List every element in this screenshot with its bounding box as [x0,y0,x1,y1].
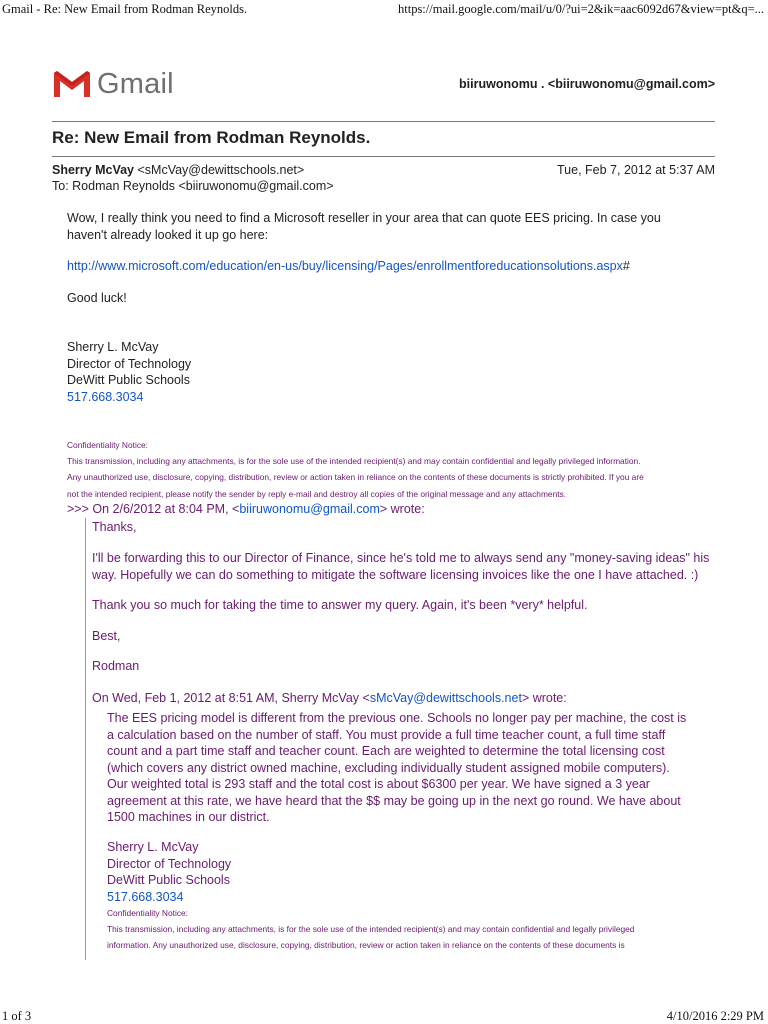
print-timestamp: 4/10/2016 2:29 PM [666,1009,764,1023]
sender-email[interactable]: <sMcVay@dewittschools.net> [137,163,305,177]
confidentiality-line: Any unauthorized use, disclosure, copying, distribution, review or action taken in reliance on the contents of these documents is strictly prohibited. If you are [67,472,644,483]
quote-bar [85,518,86,960]
nested-quote-line: 1500 machines in our district. [107,810,270,824]
header-divider [52,121,715,122]
confidentiality-heading: Confidentiality Notice: [107,908,188,918]
attribution-prefix: >>> On 2/6/2012 at 8:04 PM, < [67,502,240,516]
subject-divider [52,156,715,157]
quote-greeting: Thanks, [92,520,137,534]
signature-title: Director of Technology [67,356,192,371]
signature-phone-link[interactable]: 517.668.3034 [107,889,184,904]
recipient-line: To: Rodman Reynolds <biiruwonomu@gmail.com> [52,179,334,193]
confidentiality-notice [67,437,644,502]
body-closing: Good luck! [67,291,127,305]
nested-quote-attribution [92,690,567,707]
quote-line: way. Hopefully we can do something to mitigate the software licensing invoices like the one I have attached. :) [92,567,699,582]
sender-name: Sherry McVay [52,163,134,177]
gmail-wordmark: Gmail [97,67,174,100]
nested-quote-line: a calculation based on the number of staff. You must provide a full time teacher count, a full time staff [107,727,666,742]
quote-paragraph [92,550,709,583]
message-body [67,210,661,243]
body-line: haven't already looked it up go here: [67,227,269,242]
nested-quote-line: count and a part time staff and teacher count. Each are weighted to determine the total licensing cost [107,744,665,758]
signature-org: DeWitt Public Schools [67,373,190,387]
nested-quote-email-link[interactable]: sMcVay@dewittschools.net [369,691,522,705]
confidentiality-line: not the intended recipient, please notify the sender by reply e-mail and destroy all copies of the original message and any attachments. [67,488,567,499]
email-subject: Re: New Email from Rodman Reynolds. [52,128,371,147]
signature-org: DeWitt Public Schools [107,873,230,887]
link-suffix: # [622,259,630,273]
signature-name: Sherry L. McVay [67,340,159,354]
nested-quote-body [107,710,686,826]
nested-quote-line: (which covers any district owned machine, excluding individually student assigned mobile computers). [107,760,670,775]
quote-email-link[interactable]: biiruwonomu@gmail.com [239,502,380,516]
confidentiality-line: This transmission, including any attachments, is for the sole use of the intended recipient(s) and may contain confidential and legally privileged information. [67,456,641,467]
nested-confidentiality-notice [107,905,634,954]
body-line: Wow, I really think you need to find a Microsoft reseller in your area that can quote EES pricing. In case you [67,211,661,225]
signature-phone-link[interactable]: 517.668.3034 [67,389,144,404]
signature [67,339,191,405]
nested-quote-line: Our weighted total is 293 staff and the total cost is about $6300 per year. We have signed a 3 year [107,777,650,791]
quote-line: I'll be forwarding this to our Director of Finance, since he's told me to always send any "money-saving ideas" his [92,551,710,565]
gmail-envelope-icon [52,69,92,99]
confidentiality-line: This transmission, including any attachments, is for the sole use of the intended recipient(s) and may contain confidential and legally privileged [107,924,635,935]
print-header-url: https://mail.google.com/mail/u/0/?ui=2&ik=aac6092d67&view=pt&q=... [398,2,764,16]
confidentiality-heading: Confidentiality Notice: [67,440,148,450]
quote-attribution [67,501,425,518]
quote-name: Rodman [92,659,140,673]
nested-signature [107,839,231,905]
licensing-link[interactable]: http://www.microsoft.com/education/en-us/buy/licensing/Pages/enrollmentforeducationsolutions.aspx [67,259,623,273]
attribution-suffix: > wrote: [379,502,425,516]
print-page-number: 1 of 3 [2,1009,32,1023]
print-header-title: Gmail - Re: New Email from Rodman Reynolds. [2,2,248,16]
quote-paragraph: Thank you so much for taking the time to answer my query. Again, it's been *very* helpful. [92,598,588,612]
attribution-suffix: > wrote: [521,691,567,705]
nested-quote-line: agreement at this rate, we have heard that the $$ may be going up in the next go round. We have about [107,793,681,808]
nested-quote-line: The EES pricing model is different from the previous one. Schools no longer pay per machine, the cost is [107,711,687,725]
gmail-logo[interactable] [52,64,174,104]
quote-closing: Best, [92,629,121,643]
message-date: Tue, Feb 7, 2012 at 5:37 AM [557,163,715,177]
account-identity: biiruwonomu . <biiruwonomu@gmail.com> [459,77,715,91]
signature-name: Sherry L. McVay [107,840,199,854]
attribution-prefix: On Wed, Feb 1, 2012 at 8:51 AM, Sherry McVay < [92,691,370,705]
body-link-line [67,258,630,275]
sender-line [52,163,304,177]
signature-title: Director of Technology [107,856,232,871]
confidentiality-line: information. Any unauthorized use, disclosure, copying, distribution, review or action taken in reliance on the contents of these documents is [107,940,625,951]
